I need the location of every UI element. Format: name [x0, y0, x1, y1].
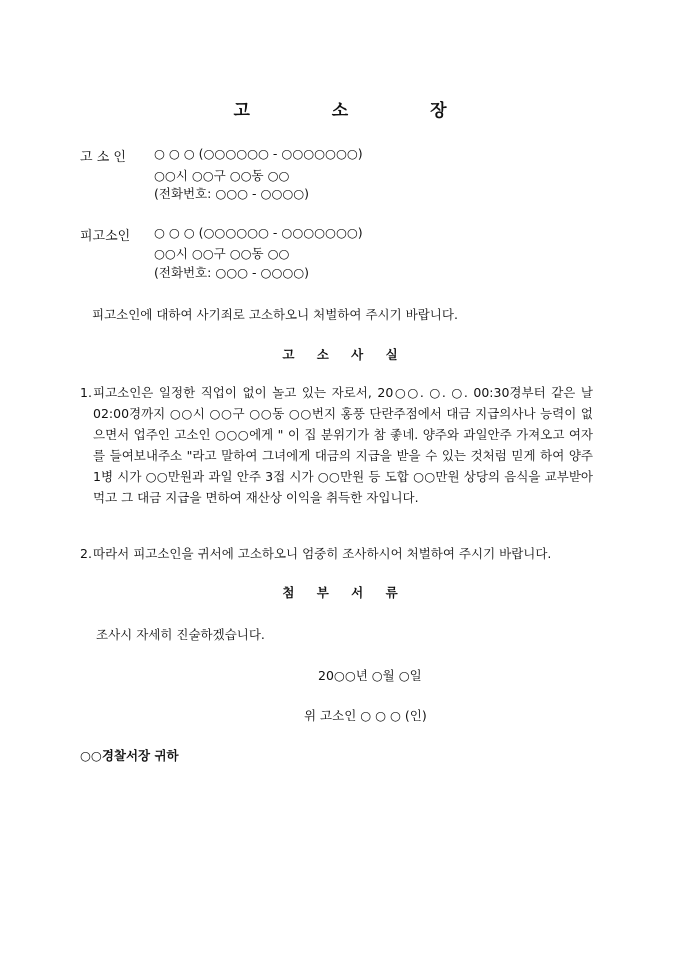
- document-title: 고 소 장: [233, 101, 485, 121]
- accused-phone: (전화번호: ○○○ - ○○○○): [154, 265, 310, 280]
- purpose-statement: 피고소인에 대하여 사기죄로 고소하오니 처벌하여 주시기 바랍니다.: [92, 307, 458, 322]
- complainant-name: ○ ○ ○ (○○○○○○ - ○○○○○○○): [154, 146, 363, 161]
- fact-text: 따라서 피고소인을 귀서에 고소하오니 엄중히 조사하시어 처벌하여 주시기 바랍니다.: [93, 546, 552, 561]
- recipient: ○○경찰서장 귀하: [80, 748, 179, 763]
- fact-number: 2.: [80, 546, 92, 561]
- accused-label: 피고소인: [80, 229, 131, 244]
- complainant-phone: (전화번호: ○○○ - ○○○○): [154, 186, 310, 201]
- accused-address: ○○시 ○○구 ○○동 ○○: [154, 246, 290, 261]
- attachments-text: 조사시 자세히 진술하겠습니다.: [96, 627, 265, 642]
- facts-heading: 고 소 사 실: [282, 347, 407, 362]
- fact-text: 피고소인은 일정한 직업이 없이 놀고 있는 자로서, 20○○. ○. ○. 00:30경부터 같은 날 02:00경까지 ○○시 ○○구 ○○동 ○○번지 홍풍 단란주점에서 대금 지급의사나 능력이 없으면서 업주인 고소인 ○○○에게 " 이 집 분위기가 참 좋네. 양주와 과일안주 가져오고 여자를 들여보내주소 "라고 말하여 그녀에게 대금의 지급을 받을 수 있는 것처럼 믿게 하여 양주 1병 시가 ○○만원과 과일 안주 3접 시가 ○○만원 등 도합 ○○만원 상당의 음식을 교부받아 먹고 그 대금 지급을 면하여 재산상 이익을 취득한 자입니다.: [93, 385, 593, 505]
- accused-name: ○ ○ ○ (○○○○○○ - ○○○○○○○): [154, 225, 363, 240]
- fact-number: 1.: [80, 385, 92, 400]
- complainant-label: 고 소 인: [80, 150, 126, 165]
- complainant-signature: 위 고소인 ○ ○ ○ (인): [304, 708, 427, 723]
- attachments-heading: 첨 부 서 류: [282, 585, 407, 600]
- document-date: 20○○년 ○월 ○일: [318, 668, 422, 683]
- complainant-address: ○○시 ○○구 ○○동 ○○: [154, 168, 290, 183]
